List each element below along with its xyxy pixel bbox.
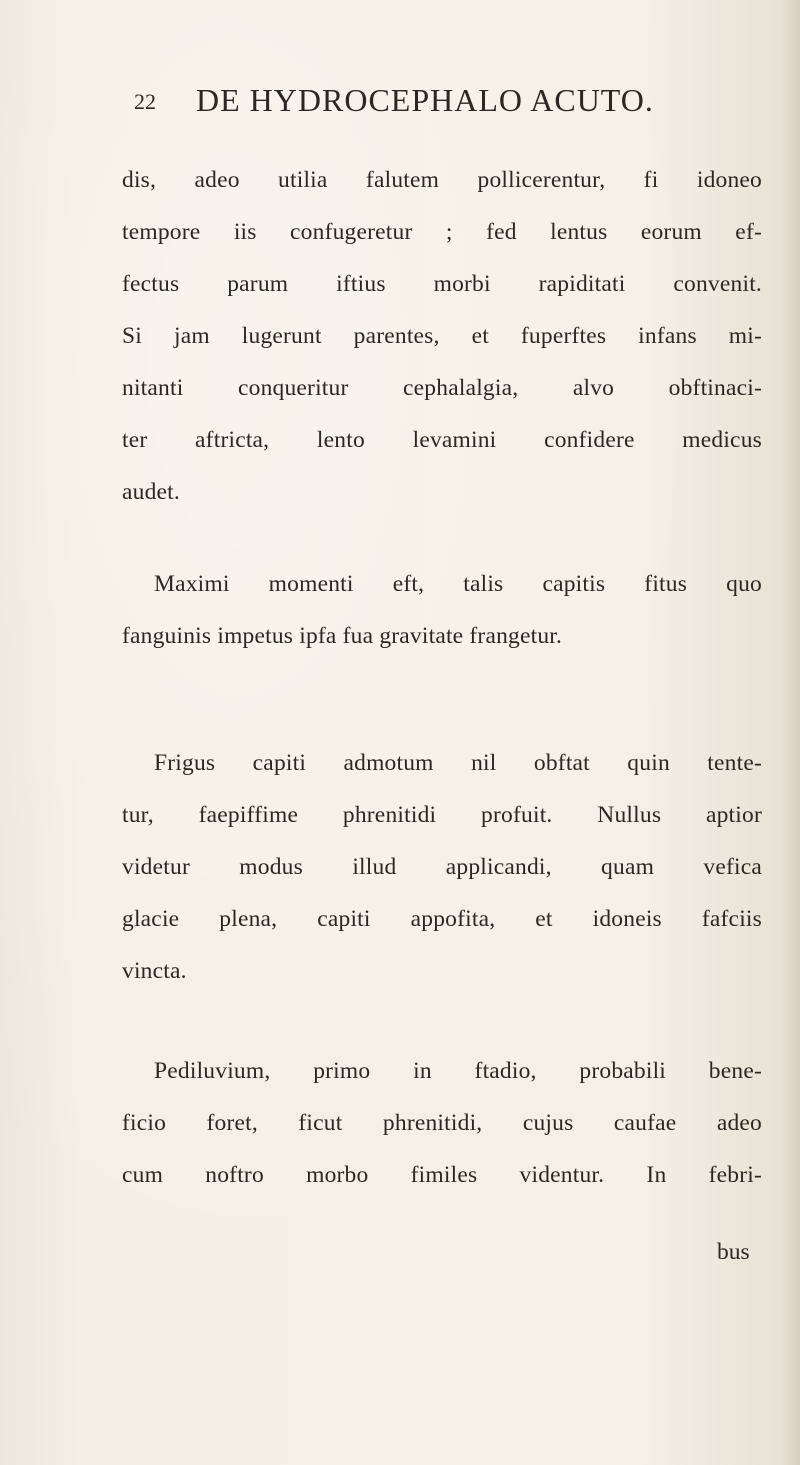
text-line: Maximi momenti eft, talis capitis fitus quo xyxy=(154,571,762,597)
text-line: fectus parum iftius morbi rapiditati convenit. xyxy=(122,271,762,297)
paragraph-2 xyxy=(122,558,762,662)
text-line: audet. xyxy=(122,479,180,505)
paragraph-1 xyxy=(122,154,762,518)
page-number: 22 xyxy=(134,89,156,114)
running-title: DE HYDROCEPHALO ACUTO. xyxy=(196,82,654,118)
text-line: dis, adeo utilia falutem pollicerentur, fi idoneo xyxy=(122,167,762,193)
text-line: ficio foret, ficut phrenitidi, cujus caufae adeo xyxy=(122,1110,762,1136)
text-line: fanguinis impetus ipfa fua gravitate frangetur. xyxy=(122,623,563,649)
text-line: nitanti conqueritur cephalalgia, alvo obftinaci- xyxy=(122,375,762,401)
paragraph-3 xyxy=(122,737,762,997)
text-line: vincta. xyxy=(122,958,187,984)
paragraph-4 xyxy=(122,1045,762,1201)
text-line: ter aftricta, lento levamini confidere medicus xyxy=(122,427,762,453)
text-line: cum noftro morbo fimiles videntur. In febri- xyxy=(122,1162,762,1188)
page-edge-shadow xyxy=(782,0,800,1465)
catchword: bus xyxy=(717,1239,750,1265)
text-line: Frigus capiti admotum nil obftat quin tente- xyxy=(154,750,762,776)
text-line: glacie plena, capiti appofita, et idoneis fafciis xyxy=(122,906,762,932)
page-header xyxy=(134,82,694,122)
text-line: tur, faepiffime phrenitidi profuit. Nullus aptior xyxy=(122,802,762,828)
text-line: videtur modus illud applicandi, quam vefica xyxy=(122,854,762,880)
text-line: tempore iis confugeretur ; fed lentus eorum ef- xyxy=(122,219,762,245)
text-line: Pediluvium, primo in ftadio, probabili bene- xyxy=(154,1058,762,1084)
text-line: Si jam lugerunt parentes, et fuperftes infans mi- xyxy=(122,323,762,349)
